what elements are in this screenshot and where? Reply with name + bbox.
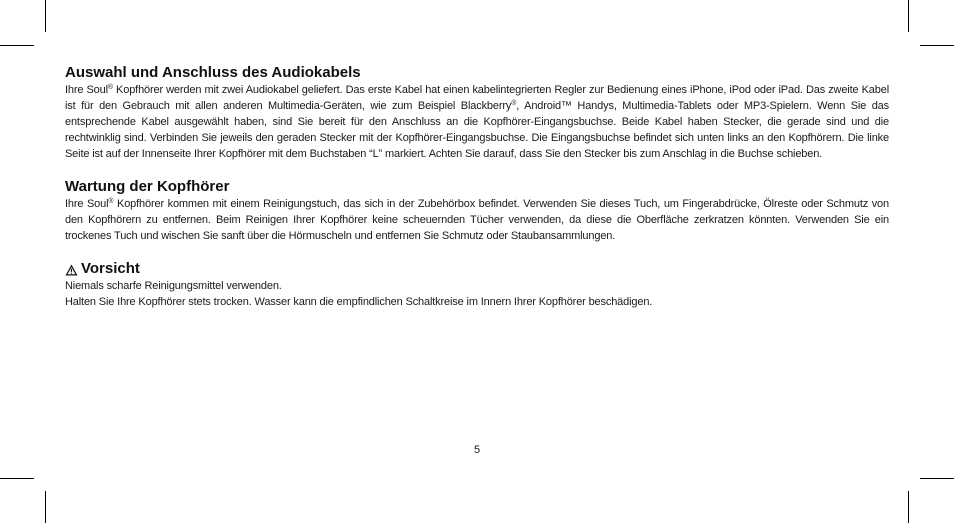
document-body [65,64,889,310]
section-heading: Auswahl und Anschluss des Audiokabels [65,64,361,81]
crop-mark-bottom-right-vertical [908,491,909,523]
section-maintenance [65,178,889,244]
caution-line: Halten Sie Ihre Kopfhörer stets trocken. Wasser kann die empfindlichen Schaltkreise im Innern Ihrer Kopfhörer beschädigen. [65,296,653,308]
crop-mark-bottom-left-vertical [45,491,46,523]
warning-triangle-icon [65,263,78,275]
caution-heading: Vorsicht [65,260,889,278]
crop-mark-top-right-horizontal [920,45,954,46]
page-number: 5 [473,444,481,456]
caution-line: Niemals scharfe Reinigungsmittel verwenden. [65,280,282,292]
section-paragraph: Ihre Soul® Kopfhörer werden mit zwei Audiokabel geliefert. Das erste Kabel hat einen kabelintegrierten Regler zur Bedienung eines iPhone, iPod oder iPad. Das zweite Kabel ist für den Gebrauch mit allen anderen Multimedia-Geräten, wie zum Beispiel Blackberry®, Android™ Handys, Multimedia-Tablets oder MP3-Spielern. Wenn Sie das entsprechende Kabel ausgewählt haben, sind Sie bereit für den Anschluss an die Kopfhörer-Eingangsbuchse. Beide Kabel haben Stecker, die gerade sind und die rechtwinklig sind. Verbinden Sie jeweils den geraden Stecker mit der Kopfhörer-Eingangsbuchse. Die Eingangsbuchse befindet sich unten links an den Kopfhörern. Die linke Seite ist auf der Innenseite Ihrer Kopfhörer mit dem Buchstaben “L” markiert. Achten Sie darauf, dass Sie den Stecker bis zum Anschlag in die Buchse schieben. [65,84,890,160]
section-audio-cable [65,64,889,162]
section-paragraph: Ihre Soul® Kopfhörer kommen mit einem Reinigungstuch, das sich in der Zubehörbox befindet. Verwenden Sie dieses Tuch, um Fingerabdrücke, Ölreste oder Schmutz von den Kopfhörern zu entfernen. Beim Reinigen Ihrer Kopfhörer keine scheuernden Tücher verwenden, da diese die Oberfläche zerkratzen könnten. Verwenden Sie ein trockenes Tuch und wischen Sie sanft über die Hörmuscheln und entfernen Sie Schmutz oder Staubansammlungen. [65,198,889,242]
crop-mark-bottom-right-horizontal [920,478,954,479]
crop-mark-top-left-vertical [45,0,46,32]
crop-mark-bottom-left-horizontal [0,478,34,479]
crop-mark-top-right-vertical [908,0,909,32]
section-caution [65,260,889,310]
section-heading: Wartung der Kopfhörer [65,178,230,195]
crop-mark-top-left-horizontal [0,45,34,46]
